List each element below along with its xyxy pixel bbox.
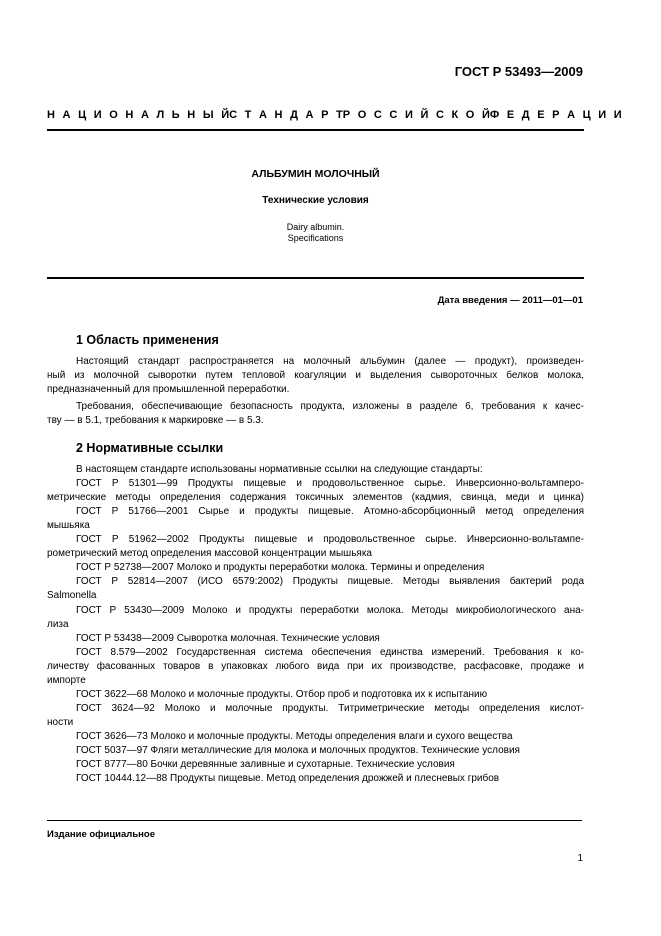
section-2-line: Salmonella (47, 590, 97, 601)
english-title-line-2: Specifications (287, 233, 344, 243)
banner-word: Ф Е Д Е Р А Ц И И (489, 109, 622, 121)
section-2-line: ГОСТ 8777—80 Бочки деревянные заливные и сухотарные. Технические условия (76, 759, 455, 770)
section-2-line: лиза (47, 619, 69, 630)
national-standard-banner (47, 109, 622, 121)
introduction-date: Дата введения — 2011—01—01 (437, 295, 583, 306)
document-title: АЛЬБУМИН МОЛОЧНЫЙ (251, 168, 380, 180)
section-2-line: ности (47, 717, 74, 728)
section-2-line: ГОСТ Р 51766—2001 Сырье и продукты пищевые. Атомно-абсорбционный метод определения (76, 506, 584, 517)
section-2-heading: 2 Нормативные ссылки (76, 441, 224, 455)
gost-number: ГОСТ Р 53493—2009 (454, 64, 583, 79)
banner-word: С Т А Н Д А Р Т (229, 109, 343, 121)
section-2-line: метрические методы определения содержания токсичных элементов (кадмия, свинца, меди и цинка) (47, 492, 584, 503)
section-1-line: Требования, обеспечивающие безопасность продукта, изложены в разделе 6, требования к качес- (76, 401, 584, 412)
title-rule (47, 277, 584, 279)
section-1-line: тву — в 5.1, требования к маркировке — в 5.3. (47, 415, 264, 426)
section-2-line: ГОСТ Р 51301—99 Продукты пищевые и продовольственное сырье. Инверсионно-вольтамперо- (76, 478, 584, 489)
section-2-line: ГОСТ 3626—73 Молоко и молочные продукты. Методы определения влаги и сухого вещества (76, 731, 513, 742)
banner-word: Н А Ц И О Н А Л Ь Н Ы Й (47, 109, 230, 121)
section-2-line: мышьяка (47, 520, 90, 531)
section-2-line: ГОСТ 10444.12—88 Продукты пищевые. Метод определения дрожжей и плесневых грибов (76, 773, 500, 784)
section-2-line: В настоящем стандарте использованы нормативные ссылки на следующие стандарты: (76, 464, 483, 475)
section-2-line: ГОСТ Р 51962—2002 Продукты пищевые и продовольственное сырье. Инверсионно-вольтампе- (76, 534, 584, 545)
section-1-line: ный из молочной сыворотки путем тепловой коагуляции и выделения сывороточных белков молока, (47, 370, 584, 381)
section-2-line: ГОСТ Р 52814—2007 (ИСО 6579:2002) Продукты пищевые. Методы выявления бактерий рода (76, 576, 584, 587)
official-edition-note: Издание официальное (47, 829, 155, 840)
section-1-heading: 1 Область применения (76, 333, 219, 347)
section-1-line: предназначенный для промышленной переработки. (47, 384, 290, 395)
section-2-line: ГОСТ 5037—97 Фляги металлические для молока и молочных продуктов. Технические условия (76, 745, 520, 756)
section-2-line: личеству фасованных товаров в упаковках любого вида при их производстве, расфасовке, продаже и (47, 661, 584, 672)
section-2-line: ГОСТ Р 53430—2009 Молоко и продукты переработки молока. Методы микробиологического ана- (76, 605, 584, 616)
section-1-line: Настоящий стандарт распространяется на молочный альбумин (далее — продукт), произведен- (76, 356, 584, 367)
section-2-line: импорте (47, 675, 86, 686)
section-2-line: ГОСТ Р 53438—2009 Сыворотка молочная. Технические условия (76, 633, 380, 644)
banner-word: Р О С С И Й С К О Й (342, 109, 490, 121)
section-2-line: ГОСТ 3622—68 Молоко и молочные продукты. Отбор проб и подготовка их к испытанию (76, 689, 488, 700)
top-rule (47, 129, 584, 131)
footer-rule (47, 820, 582, 821)
section-2-line: ГОСТ 8.579—2002 Государственная система обеспечения единства измерений. Требования к ко- (76, 647, 584, 658)
english-title (47, 222, 584, 244)
document-subtitle: Технические условия (262, 195, 369, 206)
section-2-line: ГОСТ 3624—92 Молоко и молочные продукты. Титриметрические методы определения кислот- (76, 703, 584, 714)
section-2-line: рометрический метод определения массовой концентрации мышьяка (47, 548, 372, 559)
page-number: 1 (577, 853, 583, 864)
section-2-line: ГОСТ Р 52738—2007 Молоко и продукты переработки молока. Термины и определения (76, 562, 485, 573)
english-title-line-1: Dairy albumin. (286, 222, 345, 232)
